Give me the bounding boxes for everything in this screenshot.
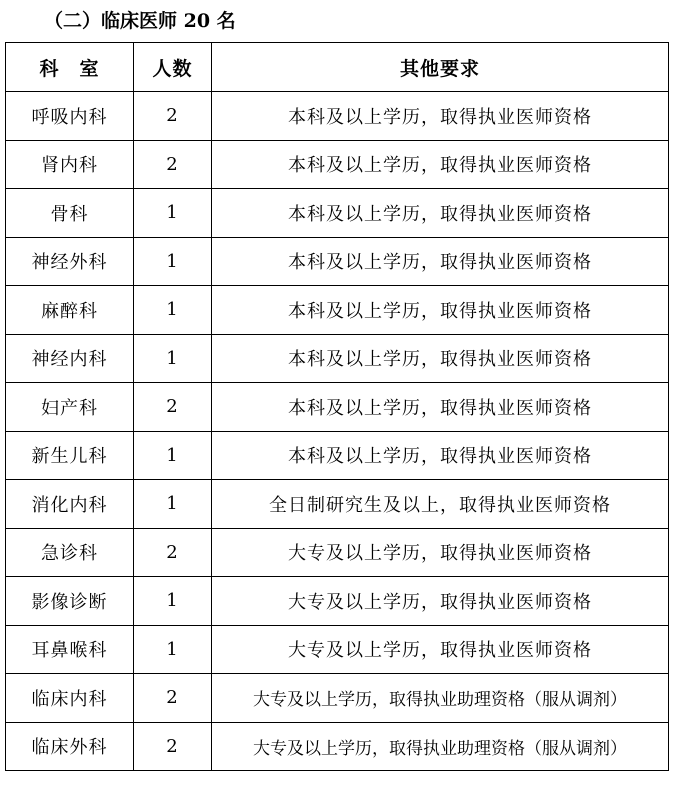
- table-row: [6, 674, 669, 723]
- department-cell: 影像诊断: [6, 577, 134, 626]
- requirements-cell: 本科及以上学历，取得执业医师资格: [212, 189, 669, 238]
- department-cell: 神经外科: [6, 237, 134, 286]
- table-row: [6, 92, 669, 141]
- requirements-cell: 大专及以上学历，取得执业助理资格（服从调剂）: [212, 722, 669, 771]
- count-cell: 1: [134, 577, 212, 626]
- table-header-row: [6, 43, 669, 92]
- department-cell: 妇产科: [6, 383, 134, 432]
- department-cell: 耳鼻喉科: [6, 625, 134, 674]
- department-cell: 麻醉科: [6, 286, 134, 335]
- count-cell: 1: [134, 286, 212, 335]
- count-cell: 2: [134, 383, 212, 432]
- requirements-cell: 大专及以上学历，取得执业医师资格: [212, 577, 669, 626]
- recruitment-table: [5, 42, 669, 771]
- header-count: 人数: [134, 43, 212, 92]
- count-cell: 1: [134, 625, 212, 674]
- count-cell: 1: [134, 480, 212, 529]
- table-row: [6, 431, 669, 480]
- count-cell: 2: [134, 140, 212, 189]
- department-cell: 急诊科: [6, 528, 134, 577]
- section-heading: （二）临床医师 20 名: [44, 10, 236, 32]
- department-cell: 消化内科: [6, 480, 134, 529]
- table-row: [6, 577, 669, 626]
- table-row: [6, 528, 669, 577]
- department-cell: 新生儿科: [6, 431, 134, 480]
- requirements-cell: 本科及以上学历，取得执业医师资格: [212, 383, 669, 432]
- count-cell: 2: [134, 722, 212, 771]
- table-row: [6, 722, 669, 771]
- table-row: [6, 189, 669, 238]
- requirements-cell: 大专及以上学历，取得执业助理资格（服从调剂）: [212, 674, 669, 723]
- table-row: [6, 286, 669, 335]
- count-cell: 1: [134, 237, 212, 286]
- header-requirements: 其他要求: [212, 43, 669, 92]
- requirements-cell: 本科及以上学历，取得执业医师资格: [212, 237, 669, 286]
- department-cell: 神经内科: [6, 334, 134, 383]
- count-cell: 1: [134, 431, 212, 480]
- table-row: [6, 334, 669, 383]
- requirements-cell: 本科及以上学历，取得执业医师资格: [212, 286, 669, 335]
- requirements-cell: 本科及以上学历，取得执业医师资格: [212, 431, 669, 480]
- requirements-cell: 大专及以上学历，取得执业医师资格: [212, 528, 669, 577]
- count-cell: 1: [134, 189, 212, 238]
- department-cell: 临床内科: [6, 674, 134, 723]
- count-cell: 1: [134, 334, 212, 383]
- requirements-cell: 全日制研究生及以上，取得执业医师资格: [212, 480, 669, 529]
- requirements-cell: 本科及以上学历，取得执业医师资格: [212, 334, 669, 383]
- table-row: [6, 140, 669, 189]
- requirements-cell: 本科及以上学历，取得执业医师资格: [212, 92, 669, 141]
- count-cell: 2: [134, 528, 212, 577]
- requirements-cell: 本科及以上学历，取得执业医师资格: [212, 140, 669, 189]
- table-row: [6, 625, 669, 674]
- department-cell: 呼吸内科: [6, 92, 134, 141]
- department-cell: 肾内科: [6, 140, 134, 189]
- department-cell: 临床外科: [6, 722, 134, 771]
- table-row: [6, 480, 669, 529]
- requirements-cell: 大专及以上学历，取得执业医师资格: [212, 625, 669, 674]
- header-department: 科 室: [6, 43, 134, 92]
- department-cell: 骨科: [6, 189, 134, 238]
- table-row: [6, 383, 669, 432]
- count-cell: 2: [134, 92, 212, 141]
- count-cell: 2: [134, 674, 212, 723]
- table-row: [6, 237, 669, 286]
